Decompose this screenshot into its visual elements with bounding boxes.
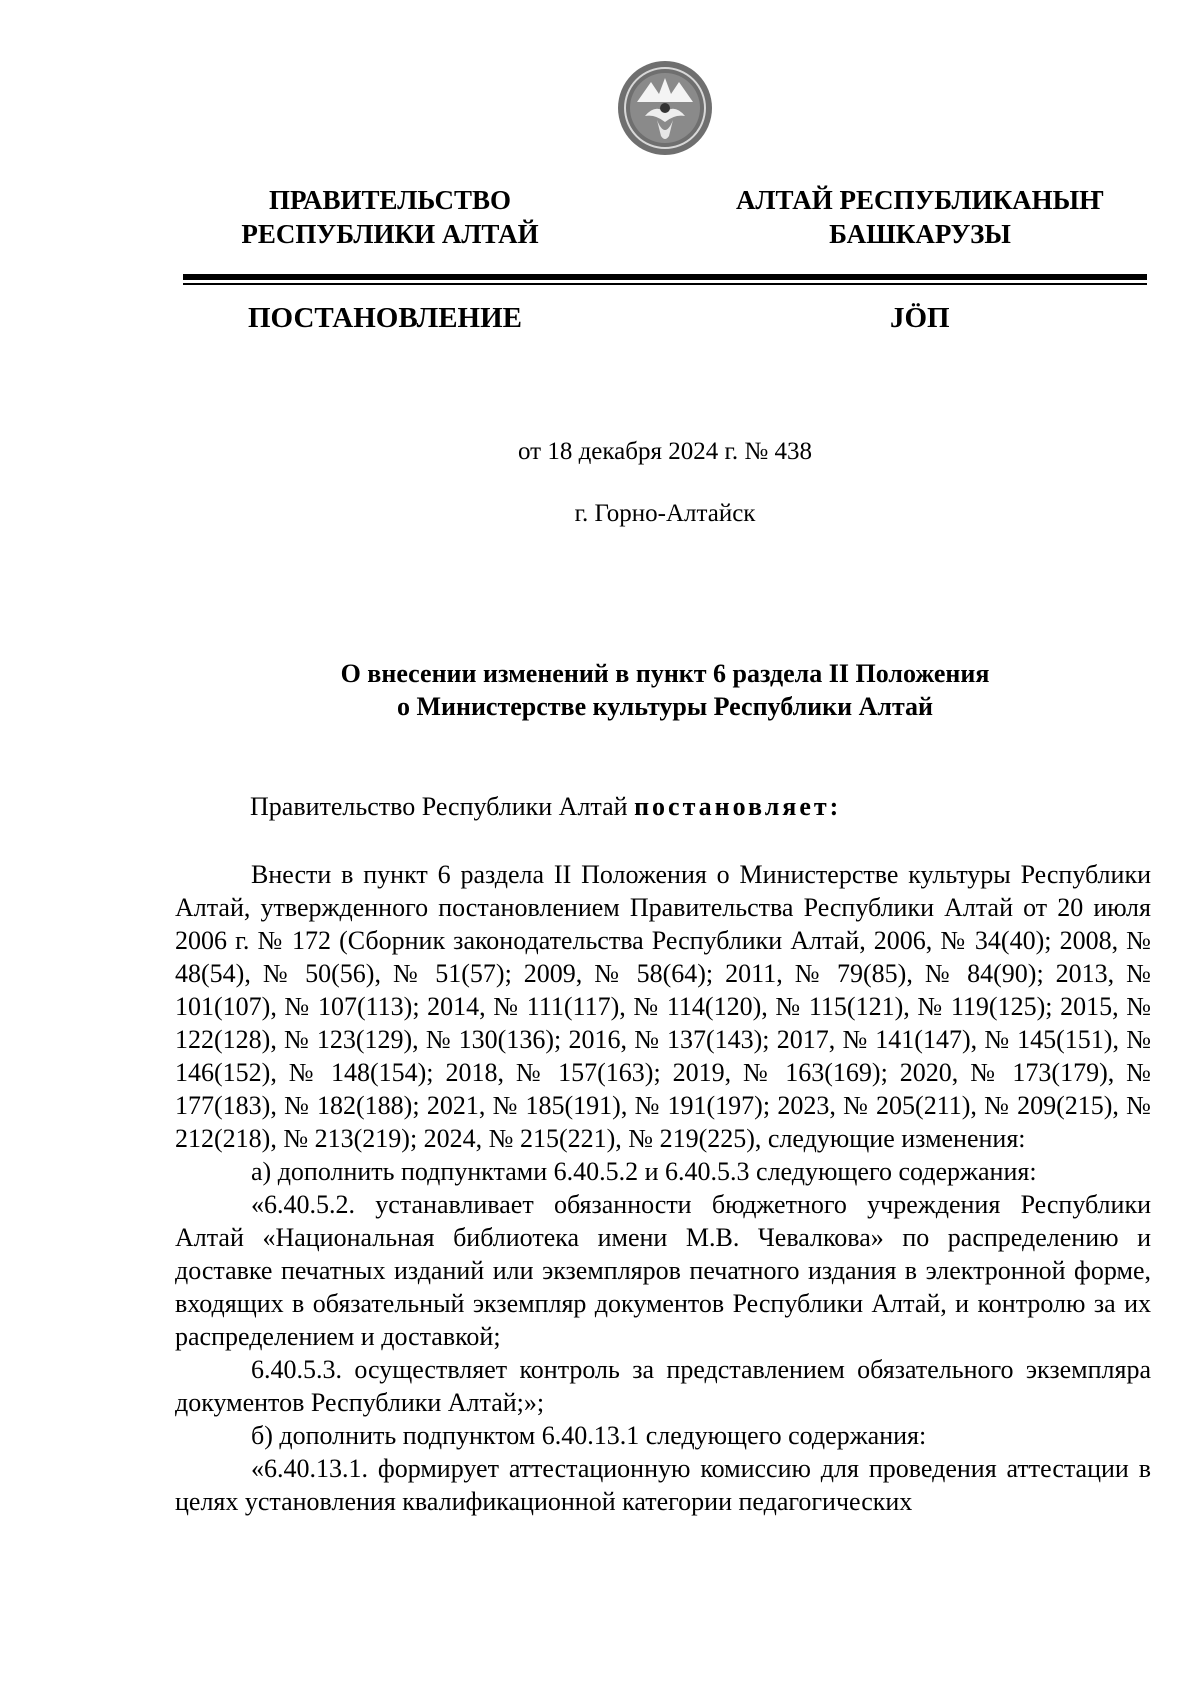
decree-type-altai: JӦП [890, 302, 950, 334]
document-title-line2: о Министерстве культуры Республики Алтай [396, 692, 934, 721]
government-name-altai [720, 183, 1120, 251]
body-paragraph-6-40-13-1: «6.40.13.1. формирует аттестационную комиссию для проведения аттестации в целях установления квалификационной категории педагогических [175, 1454, 1151, 1516]
government-name-ru-line1: ПРАВИТЕЛЬСТВО [268, 185, 512, 215]
header-divider-thin [183, 283, 1147, 285]
resolution-intro [250, 792, 841, 822]
government-name-ru-line2: РЕСПУБЛИКИ АЛТАЙ [241, 219, 539, 249]
decree-type-ru: ПОСТАНОВЛЕНИЕ [248, 302, 523, 334]
coat-of-arms-emblem-icon [615, 58, 715, 158]
body-paragraph-6-40-5-2: «6.40.5.2. устанавливает обязанности бюджетного учреждения Республики Алтай «Национальная библиотека имени М.В. Чевалкова» по распределению и доставке печатных изданий или экземпляров печатного издания в электронной форме, входящих в обязательный экземпляр документов Республики Алтай, и контролю за их распределением и доставкой; [175, 1190, 1151, 1351]
document-body [175, 858, 1151, 1518]
resolution-intro-text: Правительство Республики Алтай [250, 792, 635, 821]
body-paragraph-item-a: а) дополнить подпунктами 6.40.5.2 и 6.40.5.3 следующего содержания: [251, 1157, 1037, 1186]
body-paragraph-6-40-5-3: 6.40.5.3. осуществляет контроль за представлением обязательного экземпляра документов Республики Алтай;»; [175, 1355, 1151, 1417]
document-title-line1: О внесении изменений в пункт 6 раздела II Положения [340, 659, 990, 688]
government-name-ru [220, 183, 560, 251]
resolution-intro-emphasis: постановляет: [634, 792, 842, 821]
decree-date-number: от 18 декабря 2024 г. № 438 [517, 438, 813, 465]
government-name-altai-line2: БАШКАРУЗЫ [829, 219, 1011, 249]
document-title [183, 657, 1147, 723]
government-name-altai-line1: АЛТАЙ РЕСПУБЛИКАНЫҤ [735, 185, 1105, 215]
header-divider-thick [183, 274, 1147, 280]
decree-city: г. Горно-Алтайск [574, 500, 756, 527]
body-paragraph-main: Внести в пункт 6 раздела II Положения о Министерстве культуры Республики Алтай, утвержденного постановлением Правительства Республики Алтай от 20 июля 2006 г. № 172 (Сборник законодательства Республики Алтай, 2006, № 34(40); 2008, № 48(54), № 50(56), № 51(57); 2009, № 58(64); 2011, № 79(85), № 84(90); 2013, № 101(107), № 107(113); 2014, № 111(117), № 114(120), № 115(121), № 119(125); 2015, № 122(128), № 123(129), № 130(136); 2016, № 137(143); 2017, № 141(147), № 145(151), № 146(152), № 148(154); 2018, № 157(163); 2019, № 163(169); 2020, № 173(179), № 177(183), № 182(188); 2021, № 185(191), № 191(197); 2023, № 205(211), № 209(215), № 212(218), № 213(219); 2024, № 215(221), № 219(225), следующие изменения: [175, 860, 1151, 1153]
body-paragraph-item-b: б) дополнить подпунктом 6.40.13.1 следующего содержания: [251, 1421, 927, 1450]
